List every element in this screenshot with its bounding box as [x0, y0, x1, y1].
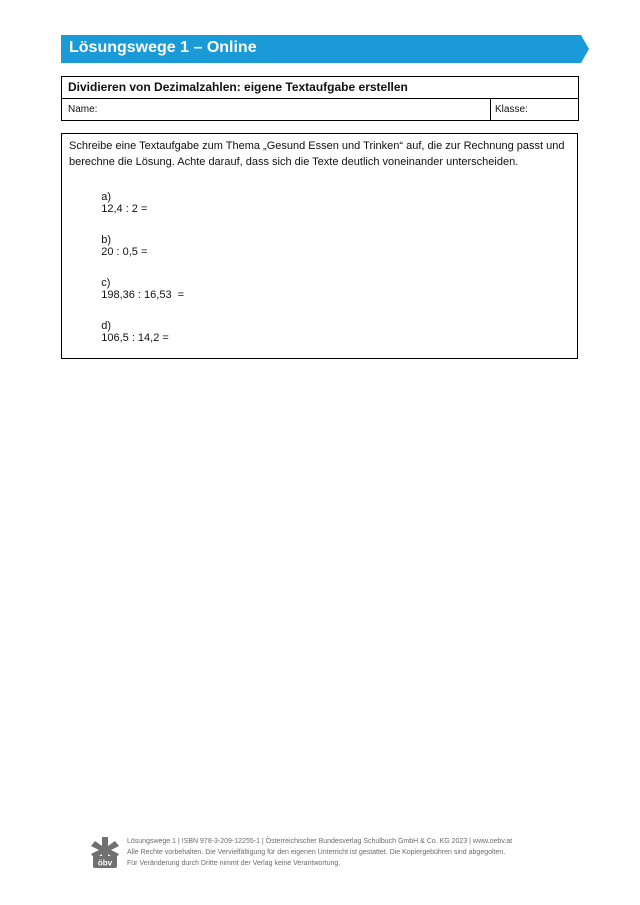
- footer-line-disclaimer: Für Veränderung durch Dritte nimmt der Verlag keine Verantwortung.: [127, 860, 341, 867]
- task-item-letter: a): [101, 191, 112, 203]
- task-instructions: Schreibe eine Textaufgabe zum Thema „Gesund Essen und Trinken“ auf, die zur Rechnung passt und berechne die Lösung. Achte darauf, dass sich die Texte deutlich voneinander unterscheiden.: [69, 140, 565, 168]
- task-item-letter: c): [101, 277, 111, 289]
- name-label: Name:: [68, 104, 98, 115]
- task-item-expression: 20 : 0,5 =: [101, 246, 148, 258]
- worksheet-header: [61, 76, 579, 121]
- task-item-expression: 12,4 : 2 =: [101, 203, 148, 215]
- footer-line-rights: Alle Rechte vorbehalten. Die Vervielfältigung für den eigenen Unterricht ist gestattet. Die Kopiergebühren sind abgegolten.: [127, 849, 506, 856]
- task-box: [61, 133, 578, 359]
- task-item-b: [89, 222, 147, 270]
- header-banner: [61, 35, 589, 63]
- banner-title: Lösungswege 1 – Online: [69, 39, 257, 56]
- name-field: [62, 99, 491, 120]
- task-item-expression: 106,5 : 14,2 =: [101, 332, 169, 344]
- task-item-letter: b): [101, 234, 112, 246]
- task-item-d: [89, 308, 169, 356]
- class-field: [491, 99, 578, 120]
- task-item-expression: 198,36 : 16,53 =: [101, 289, 185, 301]
- oebv-logo-icon: [90, 837, 120, 869]
- class-label: Klasse:: [495, 104, 528, 115]
- footer-line-isbn: Lösungswege 1 | ISBN 978-3-209-12255-1 | Österreichischer Bundesverlag Schulbuch GmbH & Co. KG 2023 | www.oebv.at: [127, 838, 513, 845]
- worksheet-title: Dividieren von Dezimalzahlen: eigene Textaufgabe erstellen: [62, 77, 578, 99]
- student-info-row: [62, 99, 578, 120]
- task-item-a: [89, 179, 147, 227]
- task-item-c: [89, 265, 184, 313]
- task-item-letter: d): [101, 320, 112, 332]
- logo-text: öbv: [97, 858, 113, 868]
- footer-text: [127, 836, 512, 869]
- page-footer: [90, 836, 560, 872]
